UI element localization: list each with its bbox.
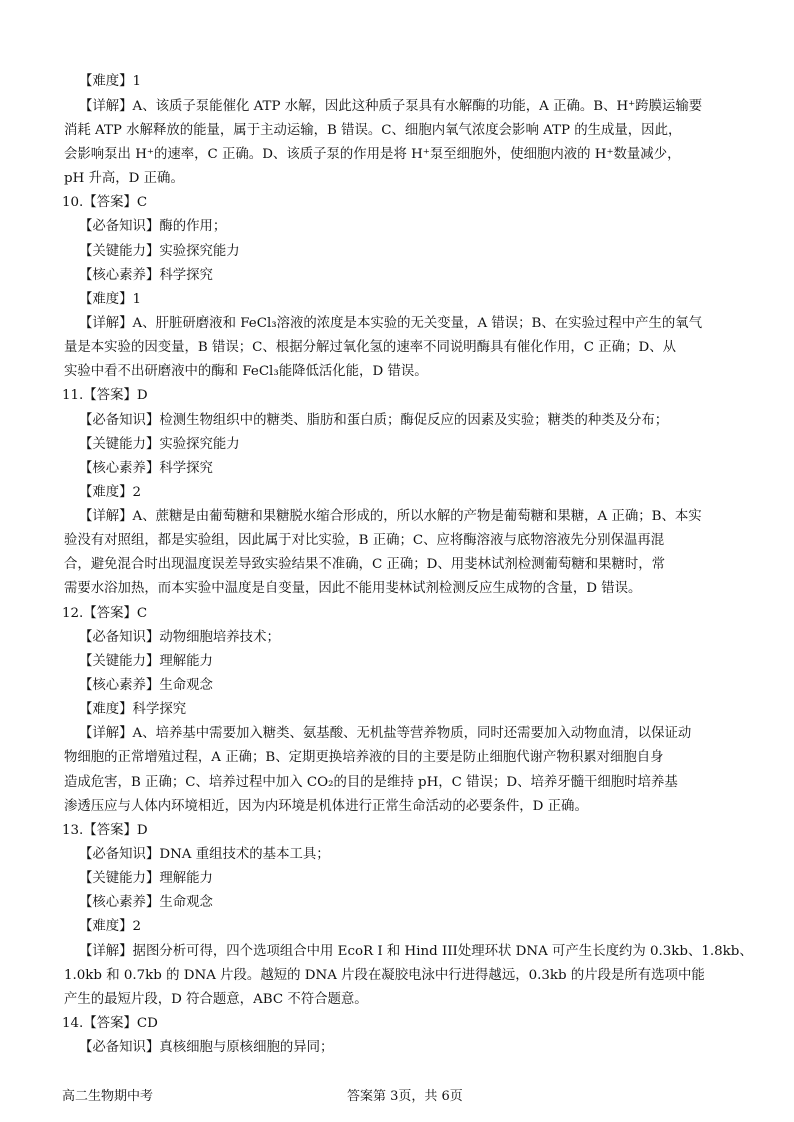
q9-detail-line-2: 消耗 ATP 水解释放的能量，属于主动运输，B 错误。C、细胞内氧气浓度会影响 ATP 的生成量，因此，: [64, 123, 682, 138]
q11-literacy: 【核心素养】科学探究: [79, 461, 213, 476]
q11-detail-line-3: 合，避免混合时出现温度误差导致实验结果不准确，C 正确；D、用斐林试剂检测葡萄糖和果糖时，常: [64, 557, 666, 572]
q12-detail-line-3: 造成危害，B 正确；C、培养过程中加入 CO₂的目的是维持 pH，C 错误；D、培养牙髓干细胞时培养基: [64, 775, 678, 790]
q10-knowledge: 【必备知识】酶的作用；: [79, 219, 227, 234]
q13-ability: 【关键能力】理解能力: [79, 871, 213, 886]
q13-difficulty: 【难度】2: [79, 919, 142, 934]
q12-detail-line-2: 物细胞的正常增殖过程，A 正确；B、定期更换培养液的目的主要是防止细胞代谢产物积累对细胞自身: [64, 750, 664, 765]
q9-detail-line-3: 会影响泵出 H⁺的速率，C 正确。D、该质子泵的作用是将 H⁺泵至细胞外，使细胞内液的 H⁺数量减少，: [64, 147, 681, 162]
q10-detail-line-1: 【详解】A、肝脏研磨液和 FeCl₃溶液的浓度是本实验的无关变量，A 错误；B、在实验过程中产生的氧气: [79, 316, 703, 331]
q12-detail-line-1: 【详解】A、培养基中需要加入糖类、氨基酸、无机盐等营养物质，同时还需要加入动物血清，以保证动: [79, 726, 692, 741]
q11-knowledge: 【必备知识】检测生物组织中的糖类、脂肪和蛋白质；酶促反应的因素及实验；糖类的种类及分布；: [79, 413, 669, 428]
q12-difficulty: 【难度】科学探究: [79, 702, 187, 717]
q13-detail-line-1: 【详解】据图分析可得，四个选项组合中用 EcoR I 和 Hind III处理环状 DNA 可产生长度约为 0.3kb、1.8kb、: [79, 944, 753, 959]
q13-literacy: 【核心素养】生命观念: [79, 895, 213, 910]
q9-detail-line-4: pH 升高，D 正确。: [64, 171, 184, 186]
q12-answer: 12.【答案】C: [62, 606, 148, 621]
q10-ability: 【关键能力】实验探究能力: [79, 244, 240, 259]
q12-knowledge: 【必备知识】动物细胞培养技术；: [79, 630, 280, 645]
q10-literacy: 【核心素养】科学探究: [79, 268, 213, 283]
q11-detail-line-1: 【详解】A、蔗糖是由葡萄糖和果糖脱水缩合形成的，所以水解的产物是葡萄糖和果糖，A 正确；B、本实: [79, 509, 702, 524]
q9-detail-line-1: 【详解】A、该质子泵能催化 ATP 水解，因此这种质子泵具有水解酶的功能，A 正确。B、H⁺跨膜运输要: [79, 99, 703, 114]
q10-detail-line-3: 实验中看不出研磨液中的酶和 FeCl₃能降低活化能，D 错误。: [64, 364, 428, 379]
footer-exam-title: 高二生物期中考: [62, 1089, 154, 1104]
q13-knowledge: 【必备知识】DNA 重组技术的基本工具；: [79, 847, 330, 862]
q12-ability: 【关键能力】理解能力: [79, 654, 213, 669]
q12-literacy: 【核心素养】生命观念: [79, 678, 213, 693]
q11-difficulty: 【难度】2: [79, 485, 142, 500]
q11-detail-line-2: 验没有对照组，都是实验组，因此属于对比实验，B 正确；C、应将酶溶液与底物溶液先分别保温再混: [64, 533, 665, 548]
q13-detail-line-3: 产生的最短片段，D 符合题意，ABC 不符合题意。: [64, 992, 368, 1007]
q9-difficulty: 【难度】1: [79, 74, 142, 89]
q11-ability: 【关键能力】实验探究能力: [79, 437, 240, 452]
q10-answer: 10.【答案】C: [62, 195, 148, 210]
q12-detail-line-4: 渗透压应与人体内环境相近，因为内环境是机体进行正常生命活动的必要条件，D 正确。: [64, 799, 588, 814]
q13-answer: 13.【答案】D: [62, 823, 148, 838]
q10-difficulty: 【难度】1: [79, 292, 142, 307]
q14-knowledge: 【必备知识】真核细胞与原核细胞的异同；: [79, 1040, 334, 1055]
q10-detail-line-2: 量是本实验的因变量，B 错误；C、根据分解过氧化氢的速率不同说明酶具有催化作用，C 正确；D、从: [64, 340, 676, 355]
q14-answer: 14.【答案】CD: [62, 1016, 158, 1031]
q11-detail-line-4: 需要水浴加热，而本实验中温度是自变量，因此不能用斐林试剂检测反应生成物的含量，D 错误。: [64, 581, 642, 596]
footer-page-number: 答案第 3页，共 6页: [347, 1089, 463, 1104]
q13-detail-line-2: 1.0kb 和 0.7kb 的 DNA 片段。越短的 DNA 片段在凝胶电泳中行进得越远，0.3kb 的片段是所有选项中能: [64, 968, 705, 983]
q11-answer: 11.【答案】D: [62, 388, 148, 403]
